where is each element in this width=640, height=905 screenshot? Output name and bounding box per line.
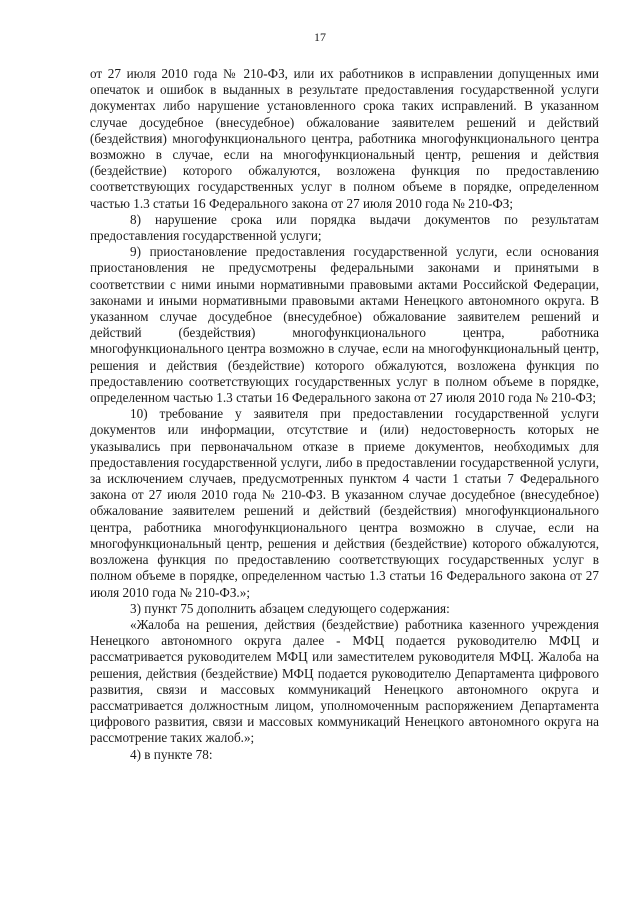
paragraph-amendment-3: 3) пункт 75 дополнить абзацем следующего содержания: xyxy=(130,600,450,616)
paragraph-item-8: 8) нарушение срока или порядка выдачи документов по результатам предоставления государственной услуги; xyxy=(90,211,599,244)
document-body xyxy=(90,66,599,763)
paragraph-continuation: от 27 июля 2010 года № 210-ФЗ, или их работников в исправлении допущенных ими опечаток и ошибок в выданных в результате предоставления государственной услуги документах либо нарушение установленного срока таких исправлений. В указанном случае досудебное (внесудебное) обжалование заявителем решений и действий (бездействия) многофункционального центра, работника многофункционального центра возможно в случае, если на многофункциональный центр, решения и действия (бездействие) которого обжалуются, возложена функция по предоставлению соответствующих государственных услуг в полном объеме в порядке, определенном частью 1.3 статьи 16 Федерального закона от 27 июля 2010 года № 210-ФЗ; xyxy=(90,66,599,211)
paragraph-complaint-quote: «Жалоба на решения, действия (бездействие) работника казенного учреждения Ненецкого автономного округа далее - МФЦ подается руководителю МФЦ и рассматривается руководителем МФЦ или заместителем руководителя МФЦ. Жалоба на решения, действия (бездействие) МФЦ подается руководителю Департамента цифрового развития, связи и массовых коммуникаций Ненецкого автономного округа и рассматривается должностным лицом, уполномоченным распоряжением Департамента цифрового развития, связи и массовых коммуникаций Ненецкого автономного округа на рассмотрение таких жалоб.»; xyxy=(90,616,599,746)
paragraph-item-9: 9) приостановление предоставления государственной услуги, если основания приостановления не предусмотрены федеральными законами и принятыми в соответствии с ними иными нормативными правовыми актами Российской Федерации, законами и иными нормативными правовыми актами Ненецкого автономного округа. В указанном случае досудебное (внесудебное) обжалование заявителем решений и действий (бездействия) многофункционального центра, работника многофункционального центра возможно в случае, если на многофункциональный центр, решения и действия (бездействие) которого обжалуются, возложена функция по предоставлению соответствующих государственных услуг в полном объеме в порядке, определенном частью 1.3 статьи 16 Федерального закона от 27 июля 2010 года № 210-ФЗ; xyxy=(90,244,599,406)
paragraph-item-10: 10) требование у заявителя при предоставлении государственной услуги документов или информации, отсутствие и (или) недостоверность которых не указывались при первоначальном отказе в приеме документов, необходимых для предоставления государственной услуги, либо в предоставлении государственной услуги, за исключением случаев, предусмотренных пунктом 4 части 1 статьи 7 Федерального закона от 27 июля 2010 года № 210-ФЗ. В указанном случае досудебное (внесудебное) обжалование заявителем решений и действий (бездействия) многофункционального центра, работника многофункционального центра возможно в случае, если на многофункциональный центр, решения и действия (бездействие) которого обжалуются, возложена функция по предоставлению соответствующих государственных услуг в полном объеме в порядке, определенном частью 1.3 статьи 16 Федерального закона от 27 июля 2010 года № 210-ФЗ.»; xyxy=(90,406,599,600)
page-number: 17 xyxy=(314,30,326,44)
paragraph-amendment-4: 4) в пункте 78: xyxy=(130,746,213,762)
